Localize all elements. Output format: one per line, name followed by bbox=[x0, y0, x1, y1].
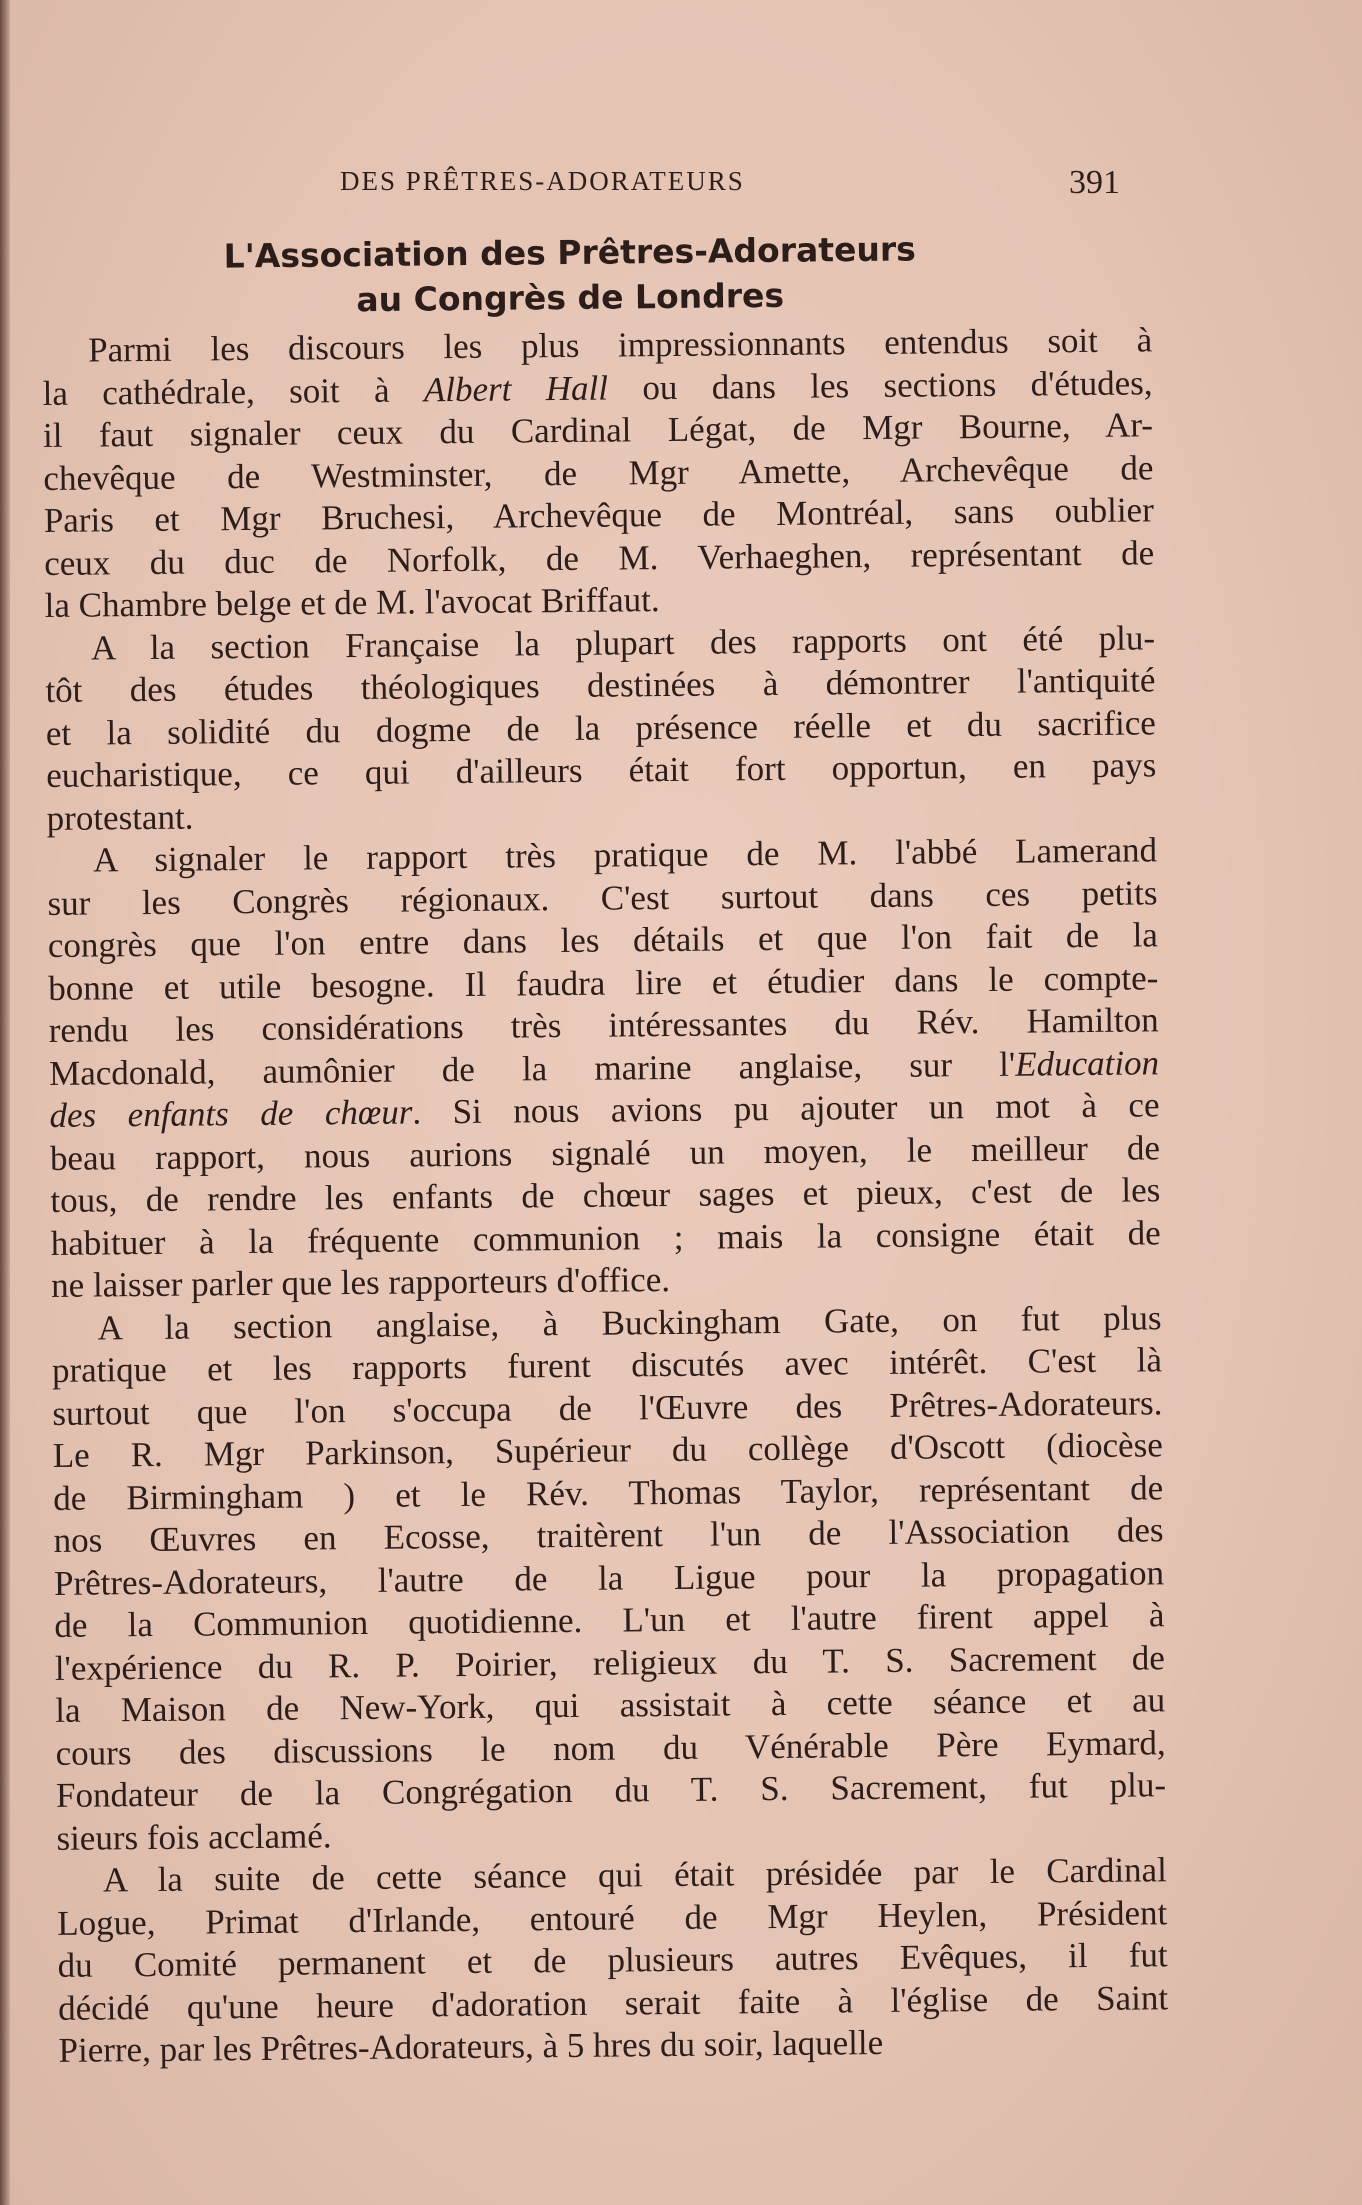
italic-text: des enfants de chœur bbox=[49, 1092, 413, 1135]
text-line: A la suite de cette séance qui était présidée par le Cardinal bbox=[102, 1850, 1168, 1900]
text-line: habituer à la fréquente communion ; mais la consigne était de bbox=[50, 1212, 1161, 1263]
text-line: de la Communion quotidienne. L'un et l'autre firent appel à bbox=[54, 1595, 1165, 1645]
paragraph bbox=[51, 1297, 1166, 1860]
text-line: bonne et utile besogne. Il faudra lire et étudier dans le compte- bbox=[48, 957, 1159, 1008]
text-line: chevêque de Westminster, de Mgr Amette, Archevêque de bbox=[43, 447, 1154, 498]
text-line: la Chambre belge et de M. l'avocat Briffaut. bbox=[44, 580, 660, 625]
text-line: pratique et les rapports furent discutés avec intérêt. C'est là bbox=[51, 1340, 1163, 1390]
text-line: sur les Congrès régionaux. C'est surtout dans ces petits bbox=[47, 872, 1158, 923]
italic-text: Albert Hall bbox=[423, 368, 609, 409]
text-line: protestant. bbox=[46, 797, 194, 838]
page-header bbox=[330, 166, 1170, 210]
text-line: l'expérience du R. P. Poirier, religieux du T. S. Sacrement de bbox=[54, 1637, 1165, 1688]
text-line: A la section anglaise, à Buckingham Gate, on fut plus bbox=[97, 1297, 1162, 1348]
text-line: beau rapport, nous aurions signalé un moyen, le meilleur de bbox=[49, 1127, 1161, 1178]
text-line: cours des discussions le nom du Vénérable Père Eymard, bbox=[55, 1722, 1166, 1773]
text-line: du Comité permanent et de plusieurs autres Evêques, il fut bbox=[57, 1935, 1168, 1985]
text-line: ceux du duc de Norfolk, de M. Verhaeghen, représentant de bbox=[44, 532, 1155, 583]
article-body bbox=[42, 319, 1169, 2072]
text-line: tôt des études théologiques destinées à démontrer l'antiquité bbox=[45, 660, 1156, 710]
text-line: Paris et Mgr Bruchesi, Archevêque de Montréal, sans oublier bbox=[43, 490, 1154, 540]
text-line: Le R. Mgr Parkinson, Supérieur du collège d'Oscott (diocèse bbox=[52, 1425, 1163, 1475]
italic-text: Education bbox=[1015, 1042, 1160, 1084]
text-line: ne laisser parler que les rapporteurs d'office. bbox=[50, 1260, 671, 1305]
text-line: tous, de rendre les enfants de chœur sages et pieux, c'est de les bbox=[50, 1170, 1161, 1220]
text-line: de Birmingham ) et le Rév. Thomas Taylor, représentant de bbox=[53, 1467, 1164, 1518]
text-line: congrès que l'on entre dans les détails et que l'on fait de la bbox=[47, 915, 1159, 965]
text-line: Parmi les discours les plus impressionnants entendus soit à bbox=[88, 320, 1153, 370]
text-line: sieurs fois acclamé. bbox=[56, 1815, 332, 1858]
text-line: décidé qu'une heure d'adoration serait faite à l'église de Saint bbox=[57, 1977, 1169, 2028]
text-line: Macdonald, aumônier de la marine anglaise, sur l'Education bbox=[48, 1042, 1160, 1093]
text-line: Logue, Primat d'Irlande, entouré de Mgr Heylen, Président bbox=[57, 1892, 1168, 1943]
paragraph bbox=[42, 319, 1155, 627]
text-line: nos Œuvres en Ecosse, traitèrent l'un de l'Association des bbox=[53, 1510, 1164, 1560]
running-head: DES PRÊTRES-ADORATEURS bbox=[340, 166, 745, 196]
paragraph bbox=[45, 617, 1157, 840]
text-line: et la solidité du dogme de la présence réelle et du sacrifice bbox=[45, 702, 1157, 753]
page-edge-shadow bbox=[0, 0, 10, 2205]
paragraph bbox=[47, 829, 1161, 1307]
text-line: la cathédrale, soit à Albert Hall ou dans les sections d'études, bbox=[42, 362, 1153, 413]
page-number: 391 bbox=[1069, 164, 1120, 201]
text-line: il faut signaler ceux du Cardinal Légat, de Mgr Bourne, Ar- bbox=[42, 405, 1154, 455]
text-line: la Maison de New-York, qui assistait à cette séance et au bbox=[55, 1680, 1166, 1730]
text-line: Fondateur de la Congrégation du T. S. Sacrement, fut plu- bbox=[55, 1765, 1167, 1815]
text-line: des enfants de chœur. Si nous avions pu ajouter un mot à ce bbox=[49, 1085, 1160, 1135]
paragraph bbox=[57, 1849, 1169, 2072]
text-line: rendu les considérations très intéressantes du Rév. Hamilton bbox=[48, 1000, 1159, 1050]
article-title bbox=[130, 225, 1011, 324]
article-title-line-2: au Congrès de Londres bbox=[356, 275, 785, 320]
text-line: eucharistique, ce qui d'ailleurs était fort opportun, en pays bbox=[46, 745, 1157, 795]
text-line: Pierre, par les Prêtres-Adorateurs, à 5 hres du soir, laquelle bbox=[58, 2023, 884, 2070]
article-title-line-1: L'Association des Prêtres-Adorateurs bbox=[223, 229, 917, 276]
text-line: A la section Française la plupart des rapports ont été plu- bbox=[90, 617, 1156, 668]
text-line: surtout que l'on s'occupa de l'Œuvre des Prêtres-Adorateurs. bbox=[52, 1382, 1163, 1433]
text-line: A signaler le rapport très pratique de M. l'abbé Lamerand bbox=[92, 830, 1158, 880]
text-line: Prêtres-Adorateurs, l'autre de la Ligue pour la propagation bbox=[53, 1552, 1165, 1603]
